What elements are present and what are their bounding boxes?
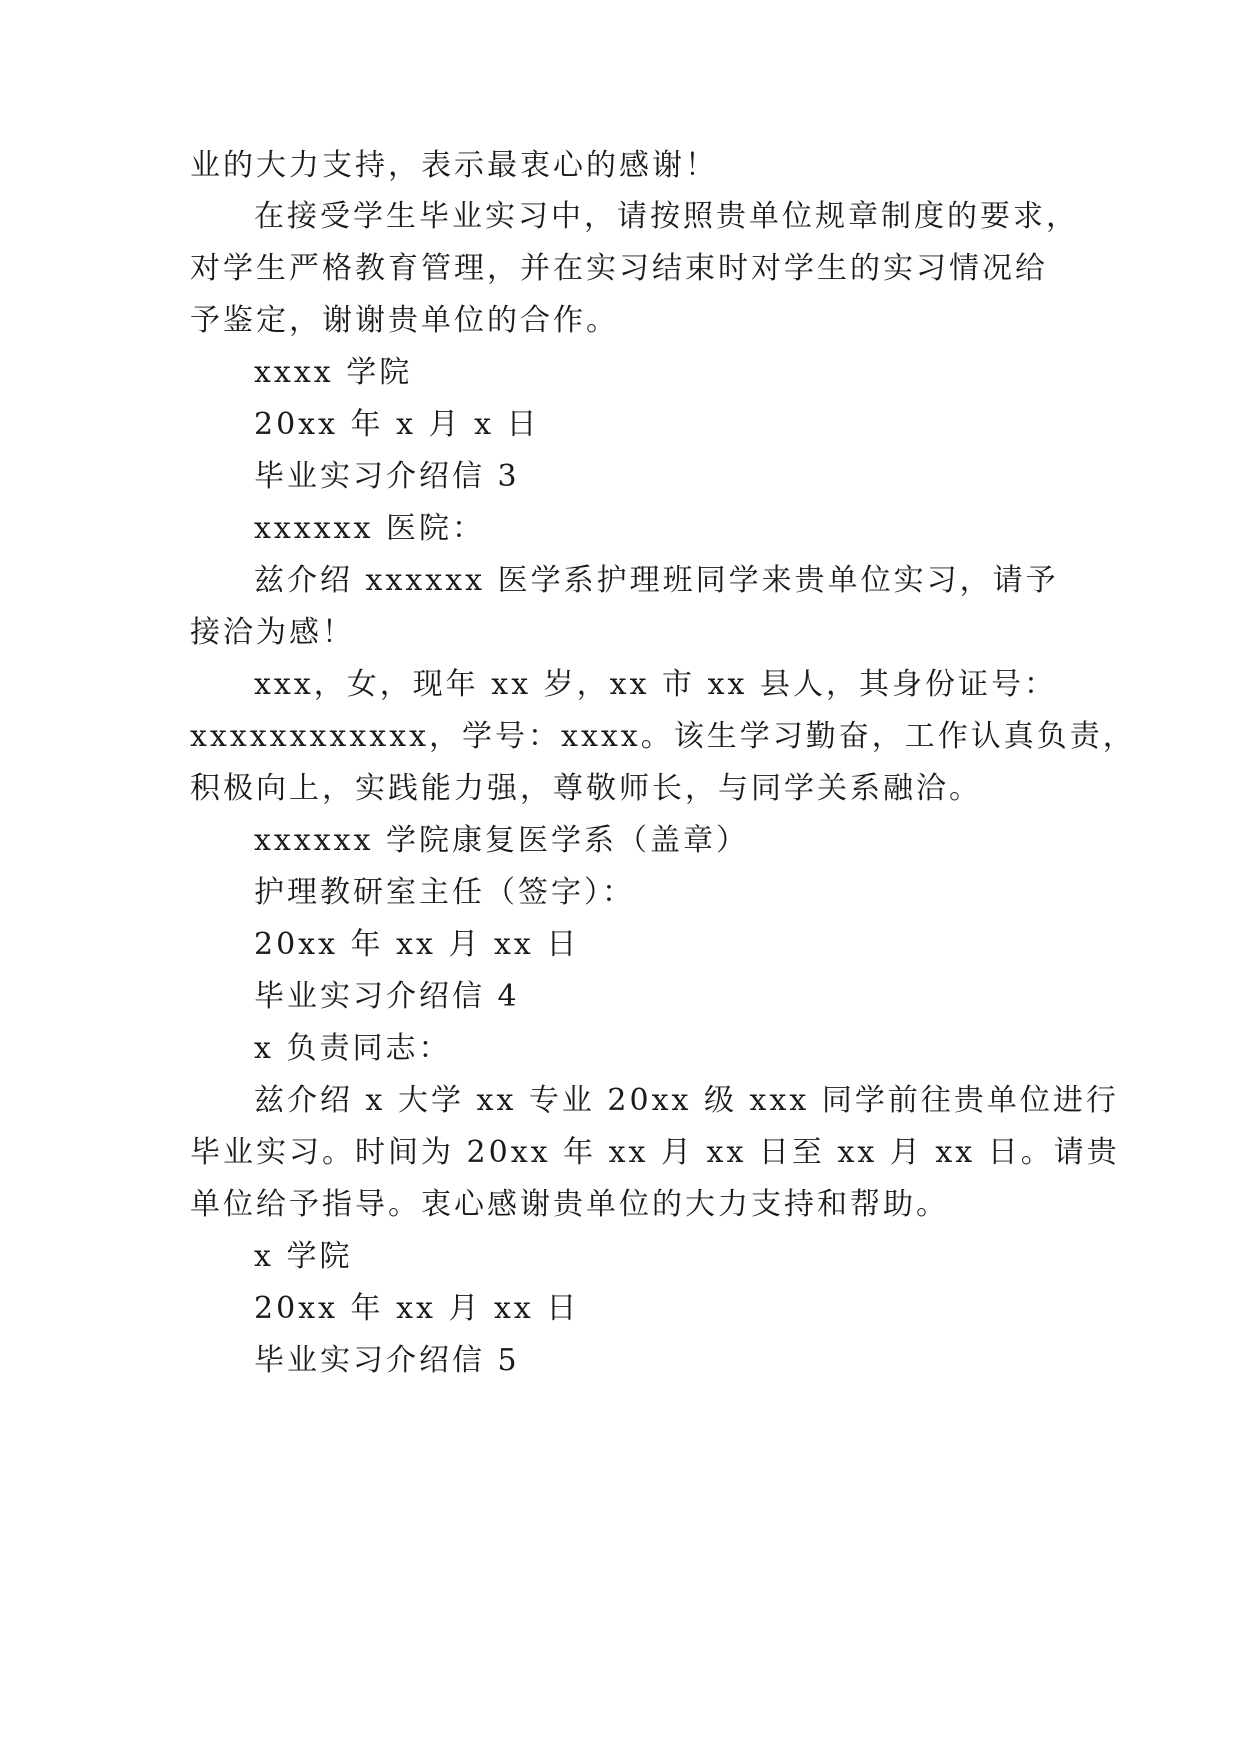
addressee-line: x 负责同志： bbox=[254, 1031, 452, 1066]
letter-heading: 毕业实习介绍信 3 bbox=[254, 459, 520, 494]
paragraph-line: 兹介绍 x 大学 xx 专业 20xx 级 xxx 同学前往贵单位进行 bbox=[254, 1083, 1119, 1118]
paragraph-line: 在接受学生毕业实习中，请按照贵单位规章制度的要求， bbox=[254, 199, 1079, 234]
date-line: 20xx 年 x 月 x 日 bbox=[254, 407, 540, 442]
paragraph-line: 积极向上，实践能力强，尊敬师长，与同学关系融洽。 bbox=[190, 771, 982, 806]
sender-line: x 学院 bbox=[254, 1239, 353, 1274]
paragraph-line: 兹介绍 xxxxxx 医学系护理班同学来贵单位实习，请予 bbox=[254, 563, 1059, 598]
date-line: 20xx 年 xx 月 xx 日 bbox=[254, 1291, 580, 1326]
paragraph-line: 毕业实习。时间为 20xx 年 xx 月 xx 日至 xx 月 xx 日。请贵 bbox=[190, 1135, 1120, 1170]
letter-heading: 毕业实习介绍信 5 bbox=[254, 1343, 520, 1378]
sender-line: xxxxxx 学院康复医学系（盖章） bbox=[254, 823, 750, 858]
paragraph-line: 予鉴定，谢谢贵单位的合作。 bbox=[190, 303, 619, 338]
paragraph-line: 接洽为感！ bbox=[190, 615, 355, 650]
addressee-line: xxxxxx 医院： bbox=[254, 511, 486, 546]
paragraph-line: 单位给予指导。衷心感谢贵单位的大力支持和帮助。 bbox=[190, 1187, 949, 1222]
paragraph-line: xxx，女，现年 xx 岁，xx 市 xx 县人，其身份证号： bbox=[254, 667, 1057, 702]
paragraph-line: 对学生严格教育管理，并在实习结束时对学生的实习情况给 bbox=[190, 251, 1048, 286]
paragraph-line: xxxxxxxxxxxx，学号：xxxx。该生学习勤奋，工作认真负责， bbox=[190, 719, 1136, 754]
paragraph-line: 业的大力支持，表示最衷心的感谢！ bbox=[190, 148, 718, 183]
sender-line: xxxx 学院 bbox=[254, 355, 413, 390]
letter-heading: 毕业实习介绍信 4 bbox=[254, 979, 520, 1014]
date-line: 20xx 年 xx 月 xx 日 bbox=[254, 927, 580, 962]
signature-line: 护理教研室主任（签字）： bbox=[254, 875, 635, 910]
